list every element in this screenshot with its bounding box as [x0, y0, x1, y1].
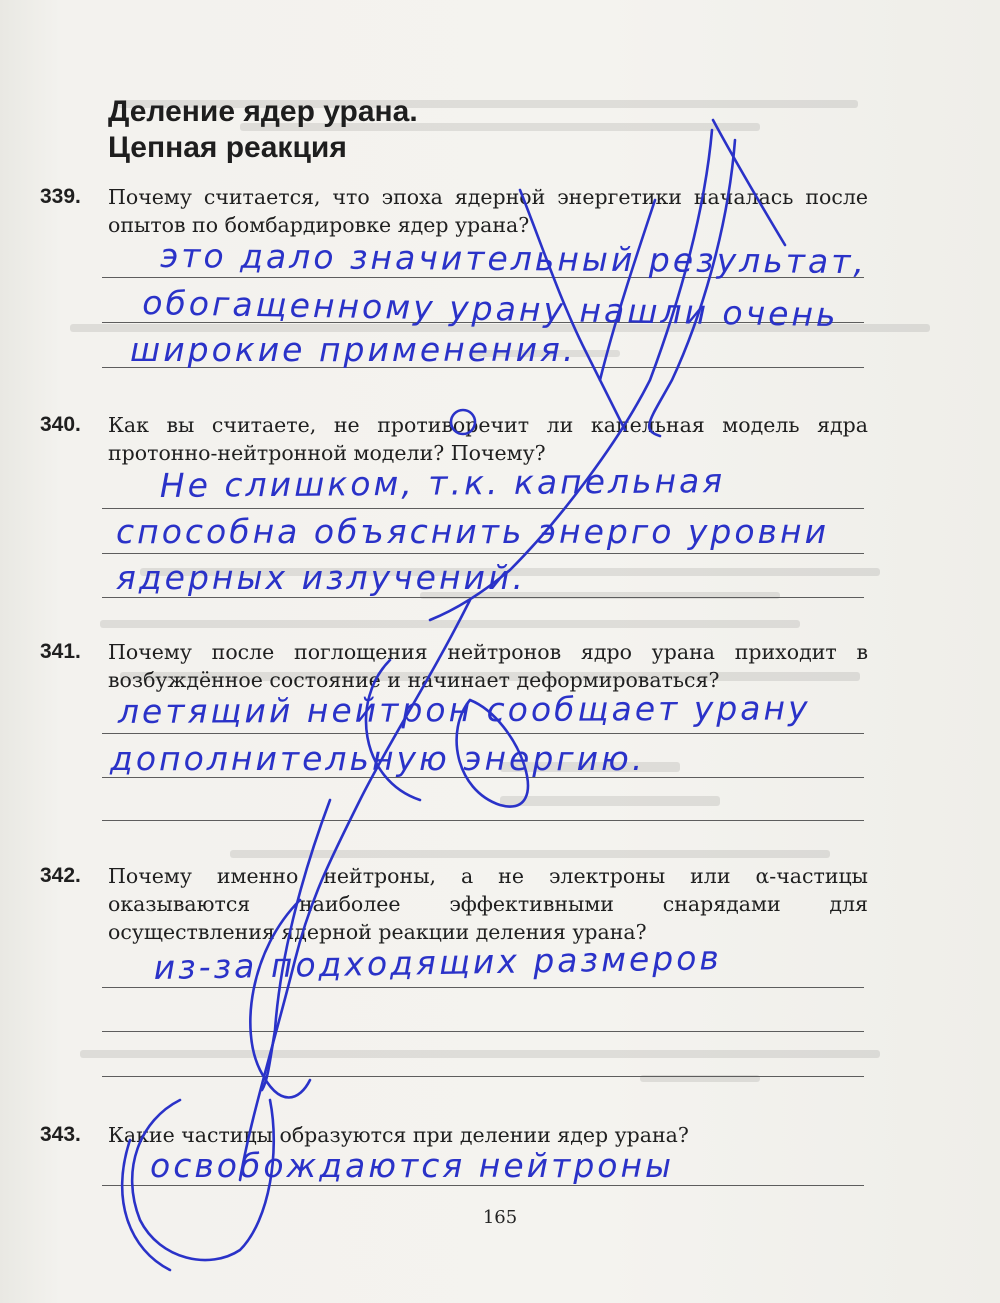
question-341 — [40, 638, 868, 694]
handwritten-answer-339-2: обогащенному урану нашли очень — [142, 283, 839, 335]
answer-line — [102, 553, 864, 554]
question-text: Как вы считаете, не противоречит ли капельная модель ядра протонно-нейтронной модели? Почему? — [108, 413, 868, 465]
handwritten-answer-342-1: из-за подходящих размеров — [153, 938, 723, 987]
question-text: Почему именно нейтроны, а не электроны или α-частицы оказываются наиболее эффективными снарядами для осуществления ядерной реакции деления урана? — [108, 864, 868, 944]
answer-line — [102, 1076, 864, 1077]
heading-line-2: Цепная реакция — [108, 131, 347, 164]
handwritten-answer-341-1: летящий нейтрон сообщает урану — [117, 688, 811, 731]
answer-line — [102, 820, 864, 821]
answer-line — [102, 1031, 864, 1032]
question-number: 342. — [40, 864, 81, 887]
question-343 — [40, 1121, 868, 1149]
handwritten-answer-339-1: это дало значительный результат, — [160, 236, 868, 282]
answer-line — [102, 987, 864, 988]
handwritten-answer-340-2: способна объяснить энерго уровни — [116, 512, 830, 551]
question-number: 339. — [40, 185, 81, 208]
section-heading — [108, 94, 418, 166]
handwritten-answer-341-2: дополнительную энергию. — [110, 739, 646, 778]
question-342 — [40, 862, 868, 946]
handwritten-answer-339-3: широкие применения. — [130, 330, 577, 369]
page-number: 165 — [482, 1207, 518, 1228]
question-number: 341. — [40, 640, 81, 663]
handwritten-answer-340-1: Не слишком, т.к. капельная — [159, 461, 726, 505]
question-text: Почему считается, что эпоха ядерной энергетики началась после опытов по бомбардировке ядер урана? — [108, 185, 868, 237]
question-number: 340. — [40, 413, 81, 436]
answer-line — [102, 597, 864, 598]
question-number: 343. — [40, 1123, 81, 1146]
answer-line — [102, 733, 864, 734]
handwritten-answer-340-3: ядерных излучений. — [116, 558, 526, 597]
question-340 — [40, 411, 868, 467]
heading-line-1: Деление ядер урана. — [108, 95, 418, 128]
answer-line — [102, 508, 864, 509]
question-339 — [40, 183, 868, 239]
question-text: Почему после поглощения нейтронов ядро урана приходит в возбуждённое состояние и начинает деформироваться? — [108, 640, 868, 692]
answer-line — [102, 1185, 864, 1186]
handwritten-answer-343-1: освобождаются нейтроны — [150, 1146, 675, 1185]
question-text: Какие частицы образуются при делении ядер урана? — [108, 1123, 689, 1147]
